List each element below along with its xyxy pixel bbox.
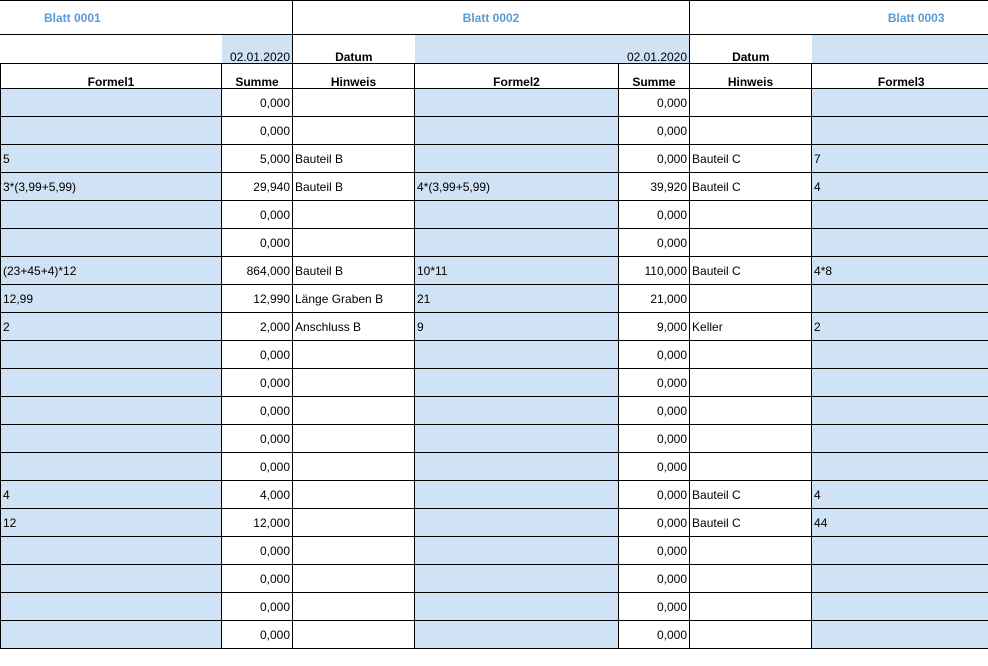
hinweis3-cell[interactable] [690, 285, 812, 313]
summe1-cell[interactable]: 0,000 [222, 397, 293, 425]
hinweis3-cell[interactable] [690, 621, 812, 649]
date-value-1[interactable]: 02.01.2020 [222, 35, 293, 64]
summe2-cell[interactable]: 0,000 [619, 481, 690, 509]
formel2-cell[interactable] [415, 117, 619, 145]
formel2-cell[interactable] [415, 229, 619, 257]
summe1-cell[interactable]: 0,000 [222, 229, 293, 257]
summe2-cell[interactable]: 0,000 [619, 453, 690, 481]
table-row [0, 481, 988, 509]
hinweis3-cell[interactable]: Bauteil C [690, 481, 812, 509]
formel1-cell[interactable] [1, 229, 222, 257]
summe2-cell[interactable]: 0,000 [619, 397, 690, 425]
formel3-cell[interactable]: 7 [812, 145, 988, 173]
hinweis3-cell[interactable] [690, 201, 812, 229]
formel1-cell[interactable] [1, 621, 222, 649]
formel1-cell[interactable] [1, 565, 222, 593]
summe1-cell[interactable]: 864,000 [222, 257, 293, 285]
formel3-cell[interactable] [812, 229, 988, 257]
hinweis3-cell[interactable] [690, 565, 812, 593]
table-row [0, 89, 988, 117]
header-hinweis-2: Hinweis [293, 64, 415, 89]
formel2-cell[interactable] [415, 369, 619, 397]
hinweis3-cell[interactable] [690, 453, 812, 481]
hinweis3-cell[interactable]: Keller [690, 313, 812, 341]
summe2-cell[interactable]: 0,000 [619, 565, 690, 593]
formel1-cell[interactable]: 5 [1, 145, 222, 173]
summe1-cell[interactable]: 0,000 [222, 117, 293, 145]
summe2-cell[interactable]: 0,000 [619, 621, 690, 649]
summe1-cell[interactable]: 0,000 [222, 453, 293, 481]
summe2-cell[interactable]: 0,000 [619, 425, 690, 453]
hinweis2-cell[interactable] [293, 341, 415, 369]
summe1-cell[interactable]: 12,990 [222, 285, 293, 313]
summe2-cell[interactable]: 0,000 [619, 117, 690, 145]
hinweis2-cell[interactable] [293, 537, 415, 565]
formel1-cell[interactable] [1, 425, 222, 453]
summe2-cell[interactable]: 0,000 [619, 593, 690, 621]
summe1-cell[interactable]: 29,940 [222, 173, 293, 201]
formel2-cell[interactable]: 21 [415, 285, 619, 313]
hinweis2-cell[interactable] [293, 565, 415, 593]
formel3-cell[interactable]: 4 [812, 173, 988, 201]
hinweis3-cell[interactable] [690, 537, 812, 565]
hinweis3-cell[interactable] [690, 341, 812, 369]
summe2-cell[interactable]: 110,000 [619, 257, 690, 285]
hinweis3-cell[interactable] [690, 369, 812, 397]
hinweis3-cell[interactable] [690, 229, 812, 257]
summe1-cell[interactable]: 0,000 [222, 537, 293, 565]
table-row [0, 593, 988, 621]
formel1-cell[interactable]: 3*(3,99+5,99) [1, 173, 222, 201]
formel3-cell[interactable]: 4 [812, 481, 988, 509]
date-label-3: Datum [690, 35, 812, 64]
summe2-cell[interactable]: 0,000 [619, 509, 690, 537]
hinweis2-cell[interactable] [293, 229, 415, 257]
summe1-cell[interactable]: 0,000 [222, 341, 293, 369]
table-row [0, 341, 988, 369]
summe2-cell[interactable]: 0,000 [619, 229, 690, 257]
summe1-cell[interactable]: 12,000 [222, 509, 293, 537]
formel3-cell[interactable]: 2 [812, 313, 988, 341]
summe1-cell[interactable]: 0,000 [222, 621, 293, 649]
formel2-cell[interactable]: 4*(3,99+5,99) [415, 173, 619, 201]
formel3-cell[interactable] [812, 621, 988, 649]
formel1-cell[interactable]: (23+45+4)*12 [1, 257, 222, 285]
hinweis2-cell[interactable] [293, 425, 415, 453]
table-row [0, 313, 988, 341]
formel2-cell[interactable] [415, 341, 619, 369]
summe1-cell[interactable]: 0,000 [222, 593, 293, 621]
hinweis2-cell[interactable]: Bauteil B [293, 257, 415, 285]
hinweis3-cell[interactable] [690, 425, 812, 453]
formel3-cell[interactable] [812, 201, 988, 229]
formel2-cell[interactable] [415, 397, 619, 425]
hinweis3-cell[interactable]: Bauteil C [690, 509, 812, 537]
hinweis3-cell[interactable]: Bauteil C [690, 145, 812, 173]
hinweis2-cell[interactable] [293, 509, 415, 537]
formel2-cell[interactable] [415, 145, 619, 173]
summe1-cell[interactable]: 0,000 [222, 369, 293, 397]
hinweis2-cell[interactable]: Anschluss B [293, 313, 415, 341]
summe1-cell[interactable]: 0,000 [222, 201, 293, 229]
table-row [0, 453, 988, 481]
hinweis2-cell[interactable] [293, 481, 415, 509]
formel3-cell[interactable] [812, 285, 988, 313]
hinweis3-cell[interactable] [690, 117, 812, 145]
summe2-cell[interactable]: 0,000 [619, 341, 690, 369]
hinweis3-cell[interactable] [690, 593, 812, 621]
formel1-cell[interactable] [1, 201, 222, 229]
table-row [0, 397, 988, 425]
header-formel2: Formel2 [415, 64, 619, 89]
formel2-cell[interactable] [415, 593, 619, 621]
formel3-cell[interactable] [812, 369, 988, 397]
summe2-cell[interactable]: 0,000 [619, 145, 690, 173]
formel2-cell[interactable] [415, 201, 619, 229]
hinweis2-cell[interactable] [293, 593, 415, 621]
formel1-cell[interactable]: 4 [1, 481, 222, 509]
summe1-cell[interactable]: 2,000 [222, 313, 293, 341]
formel1-cell[interactable] [1, 397, 222, 425]
date-value-3[interactable] [812, 35, 988, 64]
formel3-cell[interactable]: 44 [812, 509, 988, 537]
table-row [0, 173, 988, 201]
hinweis2-cell[interactable] [293, 369, 415, 397]
summe1-cell[interactable]: 0,000 [222, 565, 293, 593]
formel3-cell[interactable] [812, 89, 988, 117]
sheet-title-1[interactable]: Blatt 0001 [0, 1, 293, 35]
hinweis2-cell[interactable] [293, 89, 415, 117]
summe2-cell[interactable]: 21,000 [619, 285, 690, 313]
formel3-cell[interactable] [812, 341, 988, 369]
hinweis2-cell[interactable]: Länge Graben B [293, 285, 415, 313]
formel2-cell[interactable]: 10*11 [415, 257, 619, 285]
header-hinweis-3: Hinweis [690, 64, 812, 89]
table-row [0, 257, 988, 285]
formel1-cell[interactable] [1, 593, 222, 621]
hinweis2-cell[interactable]: Bauteil B [293, 173, 415, 201]
header-formel1: Formel1 [1, 64, 222, 89]
table-row [0, 201, 988, 229]
formel3-cell[interactable] [812, 537, 988, 565]
summe1-cell[interactable]: 5,000 [222, 145, 293, 173]
sheet-title-2[interactable]: Blatt 0002 [293, 1, 690, 35]
formel3-cell[interactable] [812, 425, 988, 453]
hinweis3-cell[interactable] [690, 89, 812, 117]
summe1-cell[interactable]: 0,000 [222, 425, 293, 453]
formel3-cell[interactable] [812, 565, 988, 593]
header-formel3: Formel3 [812, 64, 988, 89]
hinweis2-cell[interactable] [293, 453, 415, 481]
summe2-cell[interactable]: 9,000 [619, 313, 690, 341]
formel2-cell[interactable] [415, 621, 619, 649]
date-label-cell-1[interactable] [0, 35, 222, 64]
formel1-cell[interactable] [1, 341, 222, 369]
formel2-cell[interactable] [415, 89, 619, 117]
formel1-cell[interactable] [1, 89, 222, 117]
formel2-cell[interactable] [415, 425, 619, 453]
date-value-2[interactable]: 02.01.2020 [415, 35, 690, 64]
formel1-cell[interactable]: 12,99 [1, 285, 222, 313]
formel3-cell[interactable] [812, 397, 988, 425]
summe2-cell[interactable]: 39,920 [619, 173, 690, 201]
summe2-cell[interactable]: 0,000 [619, 537, 690, 565]
formel2-cell[interactable] [415, 565, 619, 593]
date-row [0, 35, 988, 64]
hinweis2-cell[interactable]: Bauteil B [293, 145, 415, 173]
table-row [0, 145, 988, 173]
hinweis3-cell[interactable]: Bauteil C [690, 257, 812, 285]
formel2-cell[interactable] [415, 481, 619, 509]
table-row [0, 621, 988, 649]
summe2-cell[interactable]: 0,000 [619, 369, 690, 397]
formel3-cell[interactable] [812, 453, 988, 481]
formel2-cell[interactable] [415, 537, 619, 565]
formel1-cell[interactable] [1, 117, 222, 145]
table-row [0, 229, 988, 257]
hinweis2-cell[interactable] [293, 621, 415, 649]
formel1-cell[interactable]: 12 [1, 509, 222, 537]
formel3-cell[interactable]: 4*8 [812, 257, 988, 285]
formel1-cell[interactable] [1, 537, 222, 565]
header-summe-1: Summe [222, 64, 293, 89]
hinweis3-cell[interactable] [690, 397, 812, 425]
table-row [0, 537, 988, 565]
table-row [0, 565, 988, 593]
table-row [0, 509, 988, 537]
summe1-cell[interactable]: 0,000 [222, 89, 293, 117]
column-header-row [0, 64, 988, 89]
hinweis2-cell[interactable] [293, 201, 415, 229]
formel3-cell[interactable] [812, 593, 988, 621]
formel3-cell[interactable] [812, 117, 988, 145]
summe2-cell[interactable]: 0,000 [619, 201, 690, 229]
summe1-cell[interactable]: 4,000 [222, 481, 293, 509]
table-row [0, 285, 988, 313]
header-summe-2: Summe [619, 64, 690, 89]
sheet-title-row [0, 1, 988, 35]
formel2-cell[interactable] [415, 453, 619, 481]
hinweis3-cell[interactable]: Bauteil C [690, 173, 812, 201]
summe2-cell[interactable]: 0,000 [619, 89, 690, 117]
formel1-cell[interactable] [1, 453, 222, 481]
table-row [0, 117, 988, 145]
hinweis2-cell[interactable] [293, 397, 415, 425]
table-row [0, 425, 988, 453]
hinweis2-cell[interactable] [293, 117, 415, 145]
table-row [0, 369, 988, 397]
formel1-cell[interactable]: 2 [1, 313, 222, 341]
formel2-cell[interactable] [415, 509, 619, 537]
formel1-cell[interactable] [1, 369, 222, 397]
date-label-2: Datum [293, 35, 415, 64]
sheet-title-3[interactable]: Blatt 0003 [690, 1, 988, 35]
formel2-cell[interactable]: 9 [415, 313, 619, 341]
